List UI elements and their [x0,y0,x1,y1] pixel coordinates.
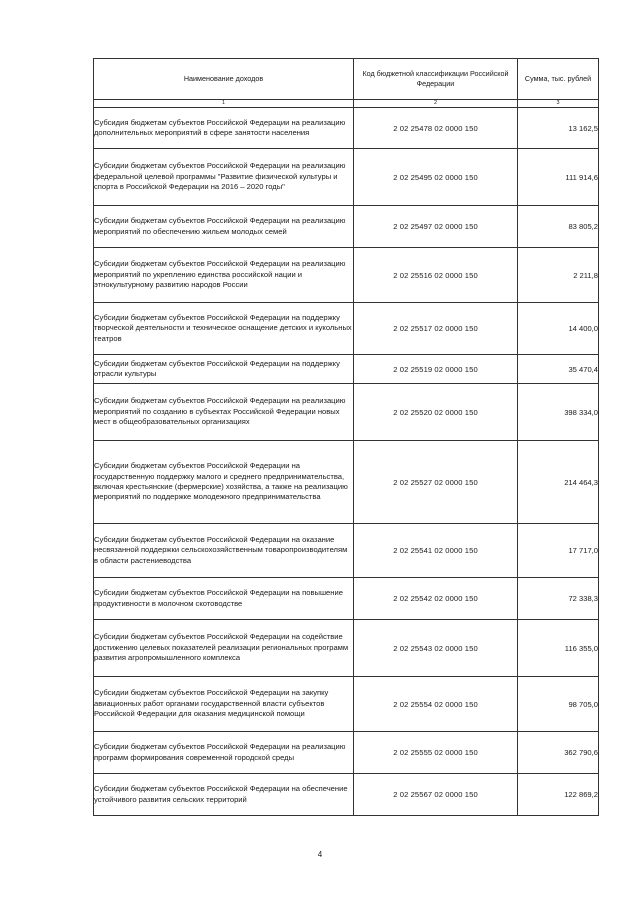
row-code-cell: 2 02 25516 02 0000 150 [354,248,518,303]
row-code-cell: 2 02 25543 02 0000 150 [354,620,518,677]
row-name-cell: Субсидия бюджетам субъектов Российской Федерации на реализацию дополнительных мероприятий в сфере занятости населения [94,108,354,149]
row-code-cell: 2 02 25478 02 0000 150 [354,108,518,149]
row-sum-cell: 111 914,6 [518,149,599,206]
page-number: 4 [317,850,323,859]
row-code-cell: 2 02 25495 02 0000 150 [354,149,518,206]
row-name-cell: Субсидии бюджетам субъектов Российской Федерации на оказание несвязанной поддержки сельскохозяйственным товаропроизводителям в области растениеводства [94,524,354,578]
row-name-cell: Субсидии бюджетам субъектов Российской Федерации на закупку авиационных работ органами государственной власти субъектов Российской Федерации для оказания медицинской помощи [94,677,354,732]
row-name-cell: Субсидии бюджетам субъектов Российской Федерации на реализацию программ формирования современной городской среды [94,732,354,774]
revenue-table [93,58,599,816]
table-row [94,206,599,248]
table-row [94,248,599,303]
header-row [94,59,599,100]
table-row [94,303,599,355]
header-name: Наименование доходов [94,59,354,100]
header-sum: Сумма, тыс. рублей [518,59,599,100]
row-code-cell: 2 02 25541 02 0000 150 [354,524,518,578]
row-sum-cell: 116 355,0 [518,620,599,677]
row-sum-cell: 14 400,0 [518,303,599,355]
row-sum-cell: 17 717,0 [518,524,599,578]
column-number: 2 [354,100,518,108]
row-sum-cell: 122 869,2 [518,774,599,816]
row-name-cell: Субсидии бюджетам субъектов Российской Федерации на реализацию мероприятий по укреплению единства российской нации и этнокультурному развитию народов России [94,248,354,303]
row-sum-cell: 72 338,3 [518,578,599,620]
row-code-cell: 2 02 25497 02 0000 150 [354,206,518,248]
table-row [94,578,599,620]
row-sum-cell: 35 470,4 [518,355,599,384]
row-code-cell: 2 02 25555 02 0000 150 [354,732,518,774]
row-code-cell: 2 02 25542 02 0000 150 [354,578,518,620]
row-name-cell: Субсидии бюджетам субъектов Российской Федерации на государственную поддержку малого и среднего предпринимательства, включая крестьянские (фермерские) хозяйства, а также на реализацию мероприятий по поддержке молодежного предпринимательства [94,441,354,524]
row-code-cell: 2 02 25554 02 0000 150 [354,677,518,732]
column-number: 3 [518,100,599,108]
table-row [94,108,599,149]
row-code-cell: 2 02 25517 02 0000 150 [354,303,518,355]
table-row [94,441,599,524]
row-sum-cell: 83 805,2 [518,206,599,248]
table-row [94,774,599,816]
row-sum-cell: 398 334,0 [518,384,599,441]
table-row [94,384,599,441]
column-number: 1 [94,100,354,108]
row-sum-cell: 2 211,8 [518,248,599,303]
table-row [94,149,599,206]
row-code-cell: 2 02 25527 02 0000 150 [354,441,518,524]
row-name-cell: Субсидии бюджетам субъектов Российской Федерации на поддержку творческой деятельности и техническое оснащение детских и кукольных театров [94,303,354,355]
row-name-cell: Субсидии бюджетам субъектов Российской Федерации на содействие достижению целевых показателей реализации региональных программ развития агропромышленного комплекса [94,620,354,677]
row-sum-cell: 214 464,3 [518,441,599,524]
row-code-cell: 2 02 25520 02 0000 150 [354,384,518,441]
table-row [94,355,599,384]
row-name-cell: Субсидии бюджетам субъектов Российской Федерации на обеспечение устойчивого развития сельских территорий [94,774,354,816]
table-row [94,524,599,578]
row-code-cell: 2 02 25519 02 0000 150 [354,355,518,384]
row-name-cell: Субсидии бюджетам субъектов Российской Федерации на реализацию федеральной целевой программы "Развитие физической культуры и спорта в Российской Федерации на 2016 – 2020 годы" [94,149,354,206]
row-name-cell: Субсидии бюджетам субъектов Российской Федерации на реализацию мероприятий по обеспечению жильем молодых семей [94,206,354,248]
table-row [94,620,599,677]
table-row [94,732,599,774]
column-number-row [94,100,599,108]
header-code: Код бюджетной классификации Российской Федерации [354,59,518,100]
row-sum-cell: 98 705,0 [518,677,599,732]
row-name-cell: Субсидии бюджетам субъектов Российской Федерации на поддержку отрасли культуры [94,355,354,384]
row-sum-cell: 13 162,5 [518,108,599,149]
row-name-cell: Субсидии бюджетам субъектов Российской Федерации на повышение продуктивности в молочном скотоводстве [94,578,354,620]
row-sum-cell: 362 790,6 [518,732,599,774]
row-name-cell: Субсидии бюджетам субъектов Российской Федерации на реализацию мероприятий по созданию в субъектах Российской Федерации новых мест в общеобразовательных организациях [94,384,354,441]
row-code-cell: 2 02 25567 02 0000 150 [354,774,518,816]
table-body [94,108,599,816]
table-row [94,677,599,732]
